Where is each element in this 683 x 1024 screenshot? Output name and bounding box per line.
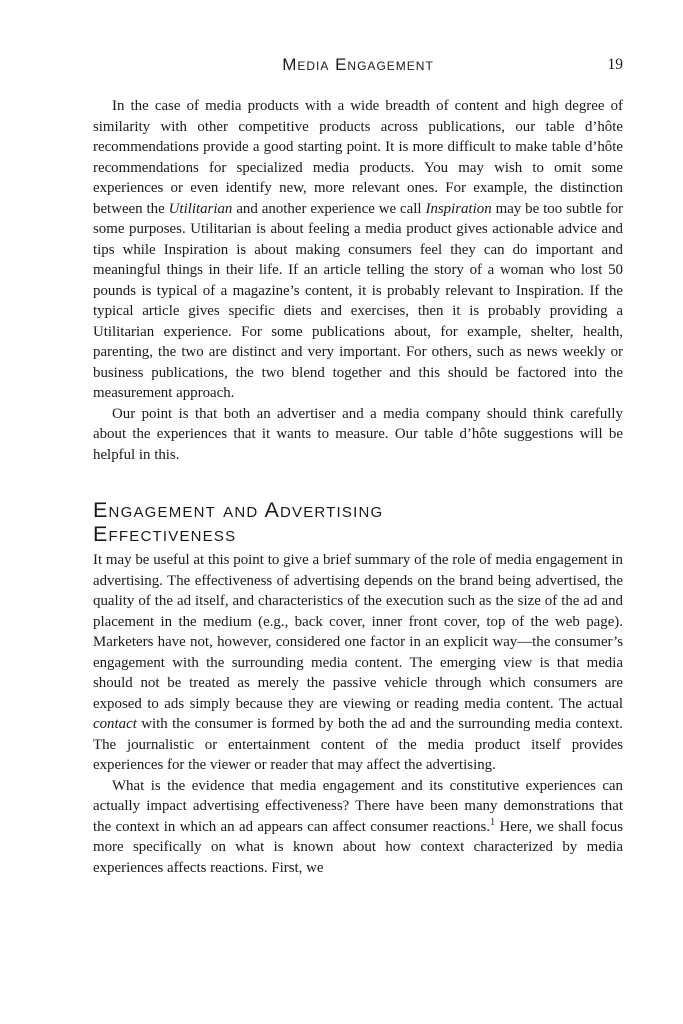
section-heading-line-1: Engagement and Advertising [93,498,384,522]
paragraph-text: with the consumer is formed by both the ad and the surrounding media context. The journalistic or entertainment content of the media product itself provides experiences for the viewer or reader that may affect the advertising. [93,716,623,773]
paragraph-4 [93,776,623,879]
section-heading [93,498,623,546]
section-heading-line-2: Effectiveness [93,522,237,546]
page-number: 19 [607,56,623,73]
paragraph-text: What is the evidence that media engagement and its constitutive experiences can actually impact advertising effectiveness? There have been many demonstrations that the context in which an ad appears can affect consumer reactions. [93,777,623,835]
paragraph-3 [93,550,623,776]
running-head [93,52,623,78]
italic-term: contact [93,716,137,732]
italic-term: Utilitarian [168,200,233,217]
paragraph-text: It may be useful at this point to give a brief summary of the role of media engagement in advertising. The effectiveness of advertising depends on the brand being advertised, the quality of the ad itself, and characteristics of the execution such as the size of the ad and placement in the medium (e.g., back cover, inner front cover, top of the web page). Marketers have not, however, considered one factor in an explicit way—the consumer’s engagement with the surrounding media content. The emerging view is that media should not be treated as merely the passive vehicle through which consumers are exposed to ads simply because they are viewing or reading media content. The actual [93,552,623,712]
book-page [93,52,623,878]
paragraph-text: may be too subtle for some purposes. Utilitarian is about feeling a media product gives actionable advice and tips while Inspiration is about making consumers feel they can do important and meaningful things in their life. If an article telling the story of a woman who lost 50 pounds is typical of a magazine’s content, it is probably relevant to Inspiration. If the typical article gives specific diets and exercises, then it is probably providing a Utilitarian experience. For some publications about, for example, shelter, health, parenting, the two are distinct and very important. For others, such as news weekly or business publications, the two blend together and this should be factored into the measurement approach. [93,200,623,401]
running-title: Media Engagement [282,55,434,74]
paragraph-1 [93,96,623,404]
italic-term: Inspiration [425,200,492,217]
paragraph-text: Here, we shall focus more specifically on what is known about how context characterized by media experiences affects reactions. First, we [93,818,623,876]
footnote-reference: 1 [490,816,496,828]
paragraph-text: and another experience we call [232,200,426,217]
paragraph-text: In the case of media products with a wide breadth of content and high degree of similarity with other competitive products across publications, our table d’hôte recommendations provide a good starting point. It is more difficult to make table d’hôte recommendations for specialized media products. You may wish to omit some experiences or even identify new, more relevant ones. For example, the distinction between the [93,98,623,217]
paragraph-2: Our point is that both an advertiser and a media company should think carefully about the experiences that it wants to measure. Our table d’hôte suggestions will be helpful in this. [93,405,623,463]
